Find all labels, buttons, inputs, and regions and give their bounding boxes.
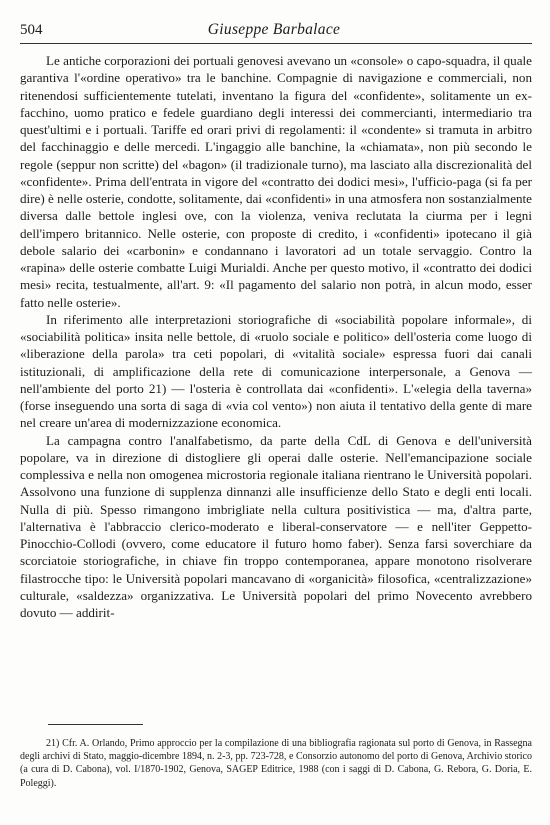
page-number: 504 [20, 22, 43, 38]
body-text [20, 52, 532, 621]
paragraph: Le antiche corporazioni dei portuali genovesi avevano un «console» o capo-squadra, il quale garantiva l'«ordine operativo» tra le banchine. Compagnie di navigazione e commerciali, non ritenendosi sufficientemente tutelati, inventano la figura del «confidente», solitamente un ex-facchino, uomo pratico e fedele guardiano degli interessi dei commercianti, intermediario tra quest'ultimi e i portuali. Tariffe ed orari privi di regolamenti: il «condente» si tramuta in arbitro del facchinaggio e delle mercedi. L'ingaggio alle banchine, la «chiamata», non più secondo le regole (seppur non scritte) del «bagon» (il tradizionale turno), ma lasciato alla discrezionalità del «confidente». Prima dell'entrata in vigore del «contratto dei dodici mesi», l'ufficio-paga (si fa per dire) è nelle osterie, condotte, solitamente, dai «confidenti» in una atmosfera non sostanzialmente diversa dalle bettole inglesi ove, con la violenza, veniva reclutata la ciurma per i legni dell'impero britannico. Nelle osterie, con proposte di credito, i «confidenti» ipotecano il già debole salario dei «carbonin» e condannano i lavoratori ad un totale servaggio. Contro la «rapina» delle osterie combatte Luigi Murialdi. Anche per questo motivo, il «contratto dei dodici mesi» recita, testualmente, all'art. 9: «Il pagamento del salario non potrà, in alcun modo, esser fatto nelle osterie». [20, 53, 532, 310]
running-title: Giuseppe Barbalace [207, 21, 341, 38]
paragraph: La campagna contro l'analfabetismo, da parte della CdL di Genova e dell'università popolare, va in direzione di distogliere gli operai dalle osterie. Nell'emancipazione sociale complessiva e nella non omogenea microstoria regionale italiana rientrano le Università popolari. Assolvono una funzione di supplenza dinnanzi alle insufficienze dello Stato e degli enti locali. Nulla di più. Spesso rimangono imbrigliate nella cultura positivistica — ma, d'altra parte, l'alternativa è l'abbraccio clerico-moderato e liberal-conservatore — e nell'iter Geppetto-Pinocchio-Collodi (ovvero, come educatore il futuro homo faber). Senza farsi soverchiare da scorciatoie storiografiche, in chiave fin troppo contemporanea, appare monotono risolverare filastrocche tipo: le Università popolari mancavano di «organicità» filosofica, «centralizzazione» culturale, «saldezza» organizzativa. Le Università popolari del primo Novecento avrebbero dovuto — addirit- [20, 432, 532, 620]
footnote-rule [48, 724, 143, 725]
footnote: 21) Cfr. A. Orlando, Primo approccio per la compilazione di una bibliografia ragionata sul porto di Genova, in Rassegna degli archivi di Stato, maggio-dicembre 1894, n. 2-3, pp. 723-728, e Consorzio autonomo del porto di Genova, Archivio storico (a cura di D. Cabona), vol. I/1870-1902, Genova, SAGEP Editrice, 1988 (con i saggi di D. Cabona, G. Rebora, G. Doria, E. Poleggi). [20, 738, 532, 789]
paragraph: In riferimento alle interpretazioni storiografiche di «sociabilità popolare informale», di «sociabilità politica» insita nelle bettole, di «ruolo sociale e politico» dell'osteria come luogo di «liberazione della parola» tra ceti popolari, di «vitalità sociale» espressa fuori dai canali istituzionali, di amplificazione della rete di comunicazione interpersonale, a Genova — nell'ambiente del porto 21) — l'osteria è controllata dai «confidenti». L'«elegia della taverna» (forse inseguendo una sorta di saga di «via col vento») non aiuta il tentativo della gente di mare nel creare un'area di modernizzazione economica. [20, 311, 532, 431]
page-header [20, 20, 528, 42]
header-rule [20, 43, 532, 44]
